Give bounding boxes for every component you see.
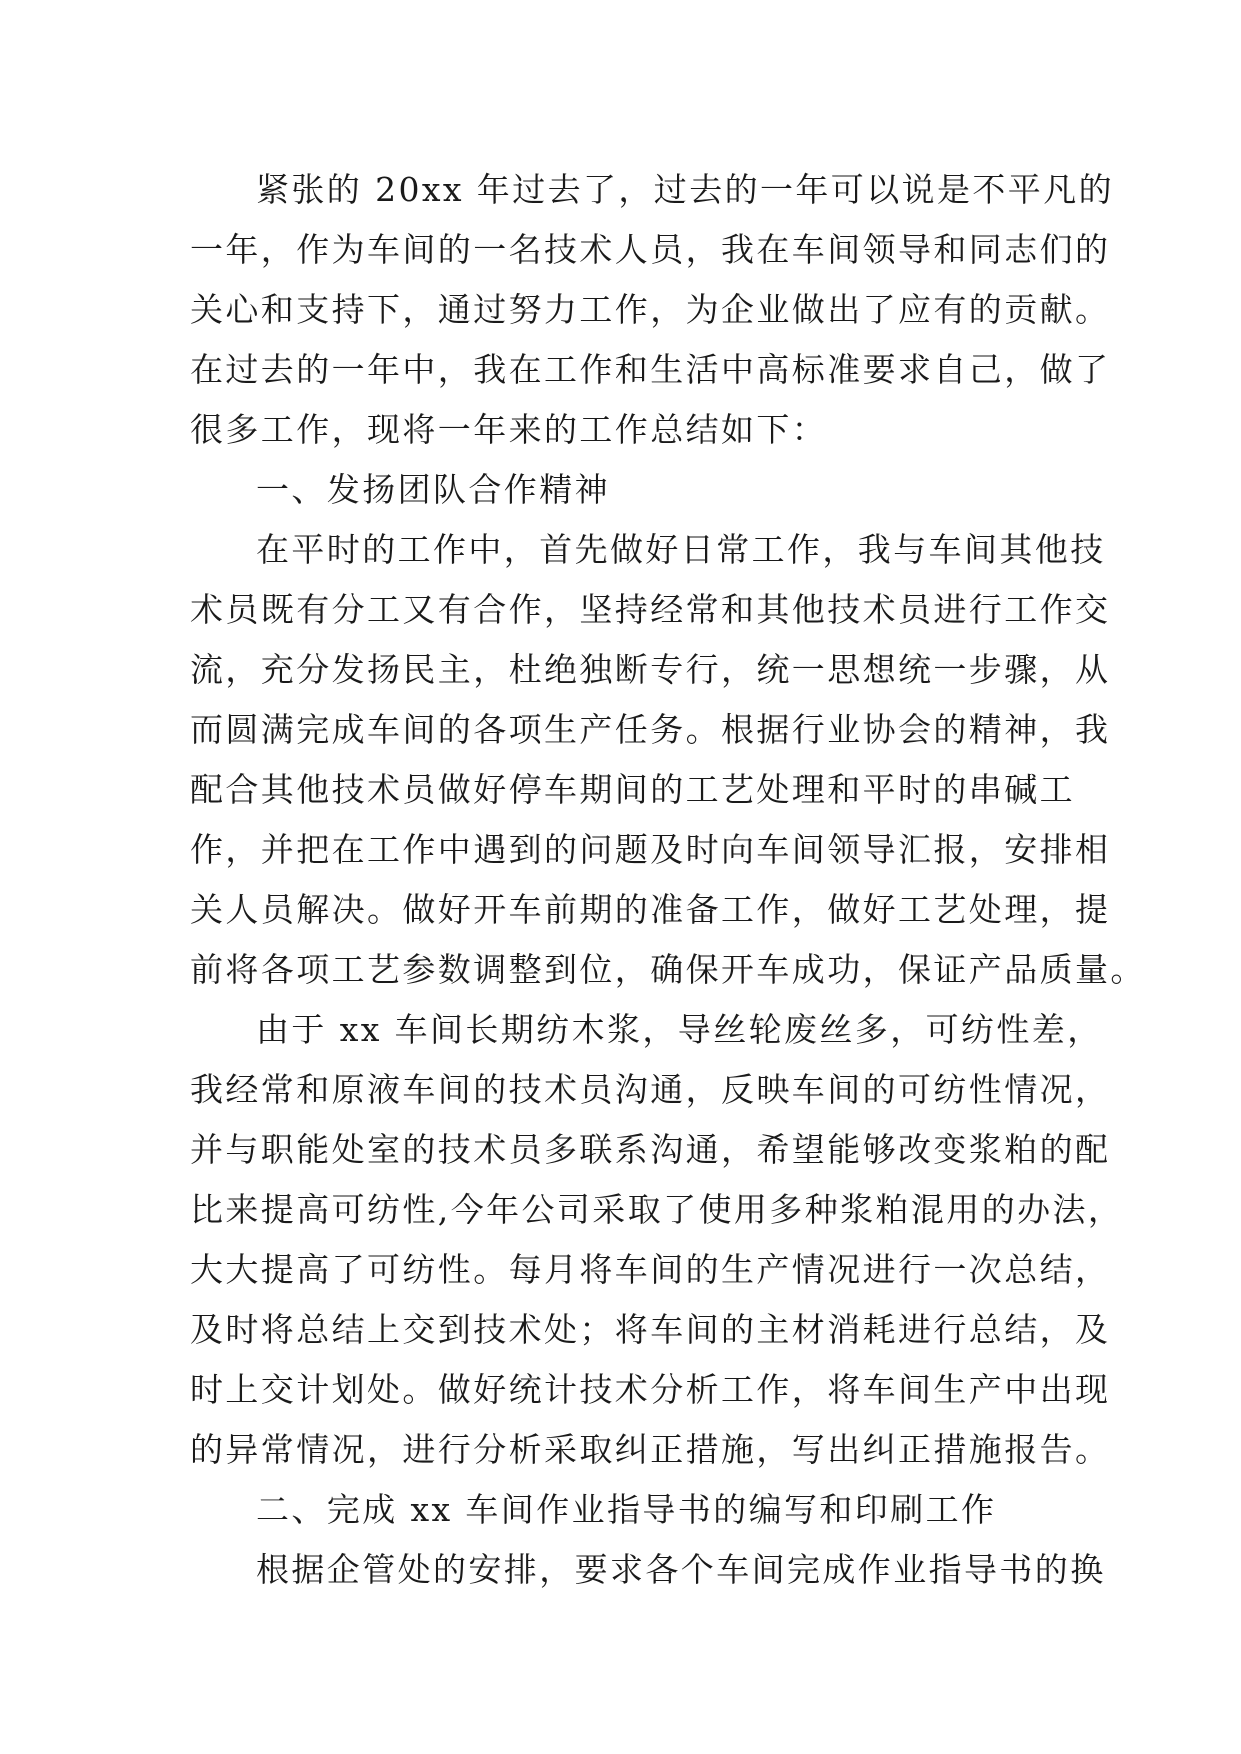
- paragraph-intro-line-3: 关心和支持下，通过努力工作，为企业做出了应有的贡献。: [190, 290, 1111, 329]
- document-body: [190, 160, 1146, 1600]
- paragraph-teamwork-line-5: 配合其他技术员做好停车期间的工艺处理和平时的串碱工: [190, 770, 1075, 809]
- paragraph-intro-line-5: 很多工作，现将一年来的工作总结如下：: [190, 410, 828, 449]
- paragraph-teamwork-line-6: 作，并把在工作中遇到的问题及时向车间领导汇报，安排相: [190, 830, 1111, 869]
- paragraph-spinnability-line-5: 大大提高了可纺性。每月将车间的生产情况进行一次总结，: [190, 1250, 1111, 1289]
- paragraph-spinnability-line-7: 时上交计划处。做好统计技术分析工作，将车间生产中出现: [190, 1370, 1111, 1409]
- paragraph-spinnability-line-4: 比来提高可纺性,今年公司采取了使用多种浆粕混用的办法，: [190, 1190, 1124, 1229]
- paragraph-teamwork-line-8: 前将各项工艺参数调整到位，确保开车成功，保证产品质量。: [190, 950, 1146, 989]
- section-heading-2: 二、完成 xx 车间作业指导书的编写和印刷工作: [256, 1490, 997, 1529]
- paragraph-intro-line-1: 紧张的 20xx 年过去了，过去的一年可以说是不平凡的: [256, 170, 1114, 209]
- paragraph-teamwork-line-4: 而圆满完成车间的各项生产任务。根据行业协会的精神，我: [190, 710, 1111, 749]
- paragraph-spinnability-line-8: 的异常情况，进行分析采取纠正措施，写出纠正措施报告。: [190, 1430, 1111, 1469]
- paragraph-spinnability-line-2: 我经常和原液车间的技术员沟通，反映车间的可纺性情况，: [190, 1070, 1111, 1109]
- paragraph-guidebook-line-1: 根据企管处的安排，要求各个车间完成作业指导书的换: [256, 1550, 1106, 1589]
- paragraph-intro-line-2: 一年，作为车间的一名技术人员，我在车间领导和同志们的: [190, 230, 1111, 269]
- paragraph-teamwork-line-3: 流，充分发扬民主，杜绝独断专行，统一思想统一步骤，从: [190, 650, 1111, 689]
- paragraph-spinnability-line-6: 及时将总结上交到技术处；将车间的主材消耗进行总结，及: [190, 1310, 1111, 1349]
- section-heading-1: 一、发扬团队合作精神: [256, 470, 610, 509]
- paragraph-spinnability-line-1: 由于 xx 车间长期纺木浆，导丝轮废丝多，可纺性差，: [256, 1010, 1103, 1049]
- paragraph-teamwork-line-7: 关人员解决。做好开车前期的准备工作，做好工艺处理，提: [190, 890, 1111, 929]
- paragraph-teamwork-line-1: 在平时的工作中，首先做好日常工作，我与车间其他技: [256, 530, 1106, 569]
- paragraph-teamwork-line-2: 术员既有分工又有合作，坚持经常和其他技术员进行工作交: [190, 590, 1111, 629]
- paragraph-intro-line-4: 在过去的一年中，我在工作和生活中高标准要求自己，做了: [190, 350, 1111, 389]
- paragraph-spinnability-line-3: 并与职能处室的技术员多联系沟通，希望能够改变浆粕的配: [190, 1130, 1111, 1169]
